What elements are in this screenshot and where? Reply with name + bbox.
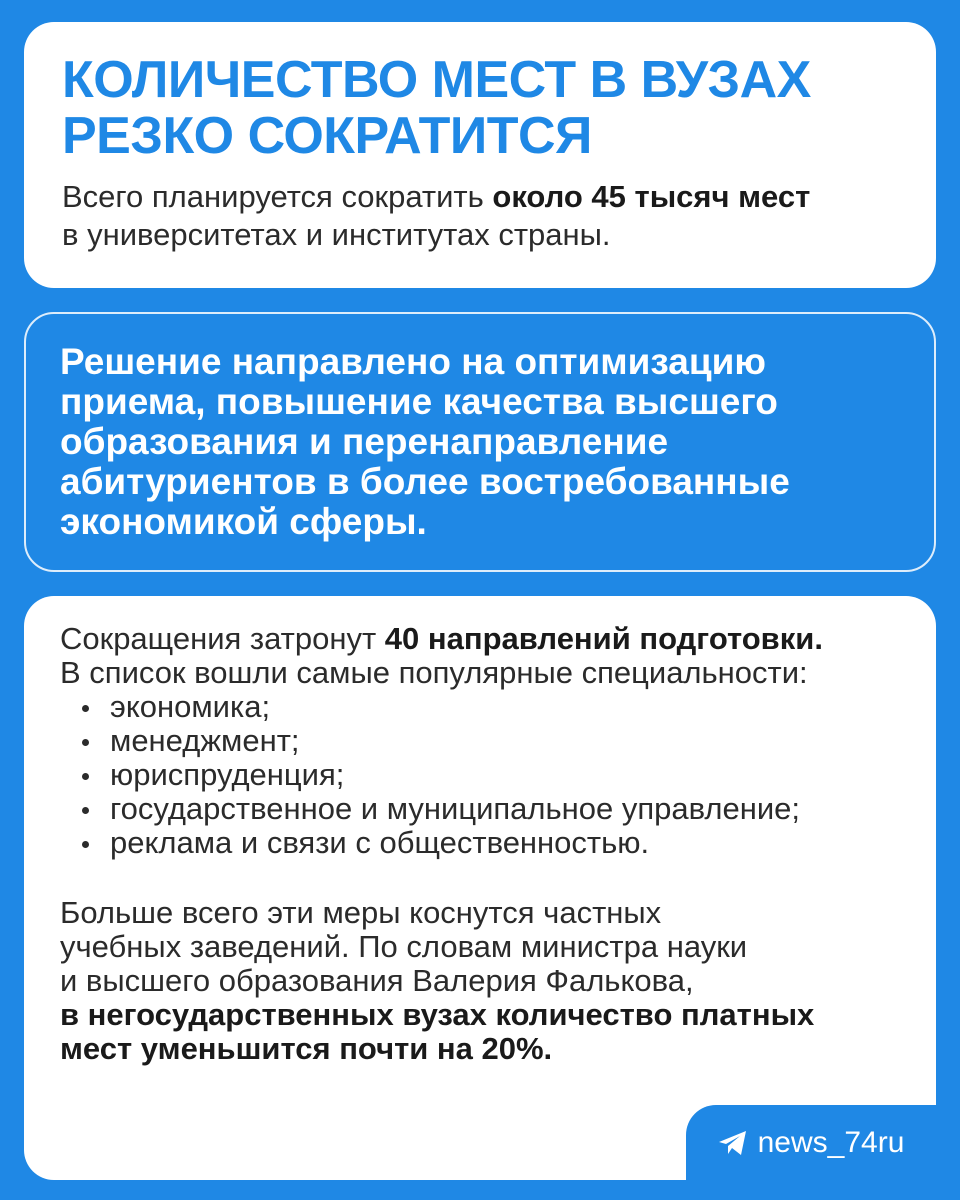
list-item: менеджмент;	[76, 724, 902, 758]
decision-line: образования и перенаправление	[60, 421, 669, 462]
headline-card	[24, 22, 936, 288]
list-item: государственное и муниципальное управление;	[76, 792, 902, 826]
lead-text	[62, 178, 900, 254]
decision-line: абитуриентов в более востребованные	[60, 461, 790, 502]
closing-text	[60, 896, 902, 1066]
decision-text	[60, 342, 904, 542]
headline	[62, 52, 900, 164]
telegram-icon	[718, 1130, 748, 1156]
intro-pre: Сокращения затронут	[60, 621, 385, 656]
list-item: реклама и связи с общественностью.	[76, 826, 902, 860]
lead-pre: Всего планируется сократить	[62, 179, 493, 214]
specialties-list	[76, 690, 902, 860]
channel-handle: news_74ru	[757, 1125, 905, 1159]
closing-line: учебных заведений. По словам министра науки	[60, 929, 748, 964]
list-item: юриспруденция;	[76, 758, 902, 792]
headline-line-1: КОЛИЧЕСТВО МЕСТ В ВУЗАХ	[62, 51, 811, 109]
lead-bold: около 45 тысяч мест	[492, 179, 811, 214]
closing-bold-line: в негосударственных вузах количество платных	[60, 997, 815, 1032]
closing-bold-line: мест уменьшится почти на 20%.	[60, 1031, 553, 1066]
headline-line-2: РЕЗКО СОКРАТИТСЯ	[62, 107, 592, 165]
list-item: экономика;	[76, 690, 902, 724]
details-intro	[60, 622, 902, 690]
decision-line: Решение направлено на оптимизацию	[60, 341, 766, 382]
details-card	[24, 596, 936, 1180]
telegram-channel-badge[interactable]	[686, 1105, 936, 1180]
closing-line: Больше всего эти меры коснутся частных	[60, 895, 662, 930]
closing-line: и высшего образования Валерия Фалькова,	[60, 963, 694, 998]
list-intro: В список вошли самые популярные специальности:	[60, 655, 808, 690]
decision-card	[24, 312, 936, 572]
decision-line: экономикой сферы.	[60, 501, 427, 542]
lead-post: в университетах и институтах страны.	[62, 217, 611, 252]
intro-bold: 40 направлений подготовки.	[384, 621, 823, 656]
decision-line: приема, повышение качества высшего	[60, 381, 778, 422]
